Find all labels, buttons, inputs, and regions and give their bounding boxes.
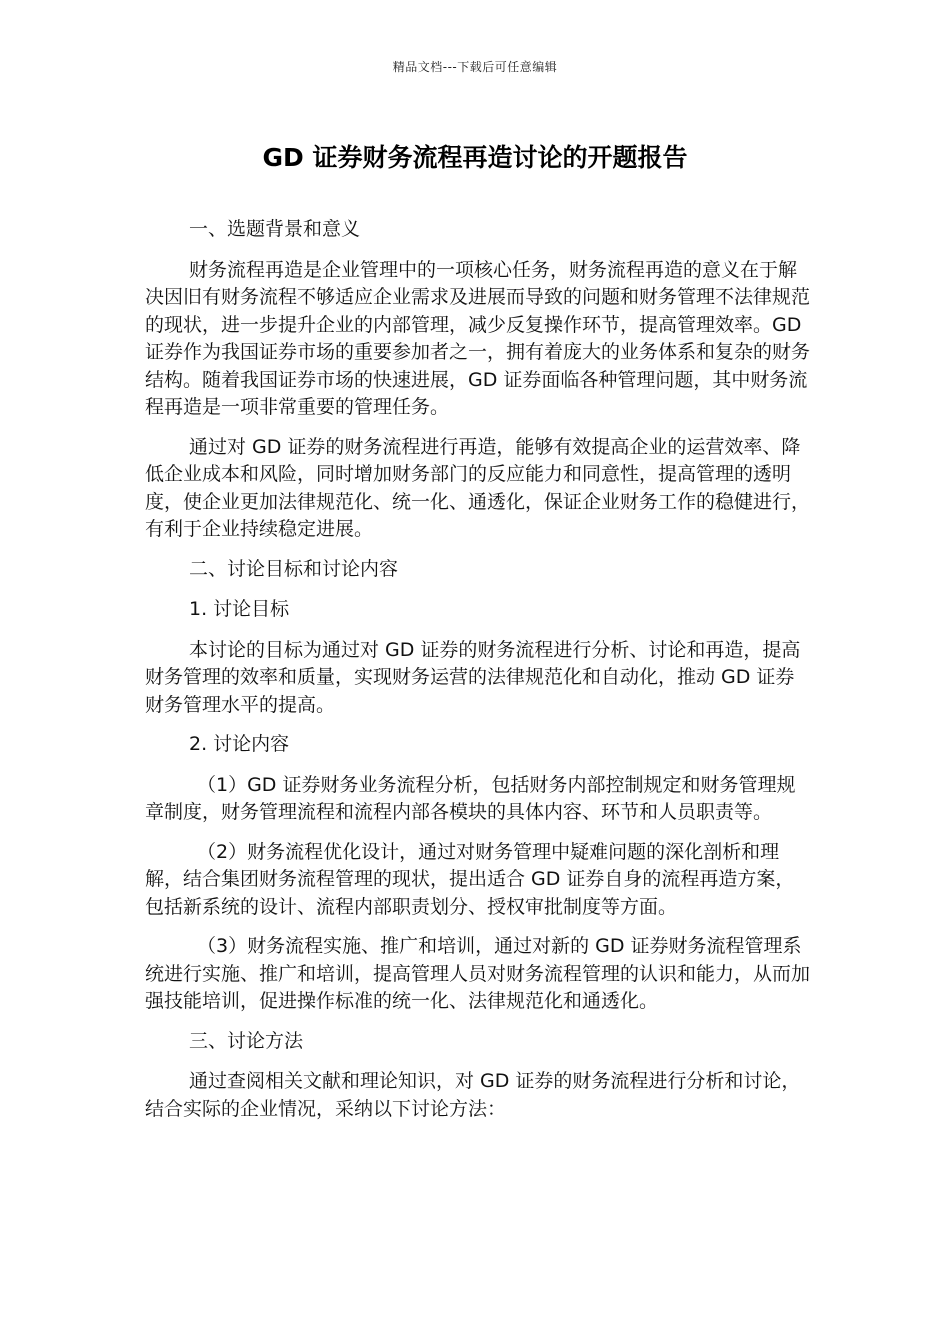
paragraph-significance: 通过对 GD 证券的财务流程进行再造，能够有效提高企业的运营效率、降低企业成本和风险，同时增加财务部门的反应能力和同意性，提高管理的透明度，使企业更加法律规范化、统一化、通透化，保证企业财务工作的稳健进行，有利于企业持续稳定进展。 xyxy=(145,435,811,540)
section-heading-background: 一、选题背景和意义 xyxy=(189,218,361,240)
page-header: 精品文档---下载后可任意编辑 xyxy=(392,60,558,74)
paragraph-methods: 通过查阅相关文献和理论知识，对 GD 证券的财务流程进行分析和讨论，结合实际的企业情况，采纳以下讨论方法： xyxy=(145,1070,801,1120)
section-heading-objectives: 二、讨论目标和讨论内容 xyxy=(189,557,399,580)
content-item-1: （1）GD 证券财务业务流程分析，包括财务内部控制规定和财务管理规章制度，财务管理流程和流程内部各模块的具体内容、环节和人员职责等。 xyxy=(145,773,796,823)
paragraph-objectives: 本讨论的目标为通过对 GD 证券的财务流程进行分析、讨论和再造，提高财务管理的效率和质量，实现财务运营的法律规范化和自动化，推动 GD 证券财务管理水平的提高。 xyxy=(145,638,801,716)
document-title: GD 证券财务流程再造讨论的开题报告 xyxy=(262,143,688,172)
paragraph-background: 财务流程再造是企业管理中的一项核心任务，财务流程再造的意义在于解决因旧有财务流程不够适应企业需求及进展而导致的问题和财务管理不法律规范的现状，进一步提升企业的内部管理，减少反复操作环节，提高管理效率。GD 证券作为我国证券市场的重要参加者之一，拥有着庞大的业务体系和复杂的财务结构。随着我国证券市场的快速进展，GD 证券面临各种管理问题，其中财务流程再造是一项非常重要的管理任务。 xyxy=(145,258,811,418)
section-heading-methods: 三、讨论方法 xyxy=(189,1029,304,1052)
subheading-content: 2. 讨论内容 xyxy=(189,733,290,755)
subheading-objectives: 1. 讨论目标 xyxy=(189,598,290,620)
document-body xyxy=(145,216,810,1135)
content-item-2: （2）财务流程优化设计，通过对财务管理中疑难问题的深化剖析和理解，结合集团财务流程管理的现状，提出适合 GD 证券自身的流程再造方案，包括新系统的设计、流程内部职责划分、授权审批制度等方面。 xyxy=(145,840,795,918)
content-item-3: （3）财务流程实施、推广和培训，通过对新的 GD 证券财务流程管理系统进行实施、推广和培训，提高管理人员对财务流程管理的认识和能力，从而加强技能培训，促进操作标准的统一化、法律规范化和通透化。 xyxy=(145,935,811,1012)
